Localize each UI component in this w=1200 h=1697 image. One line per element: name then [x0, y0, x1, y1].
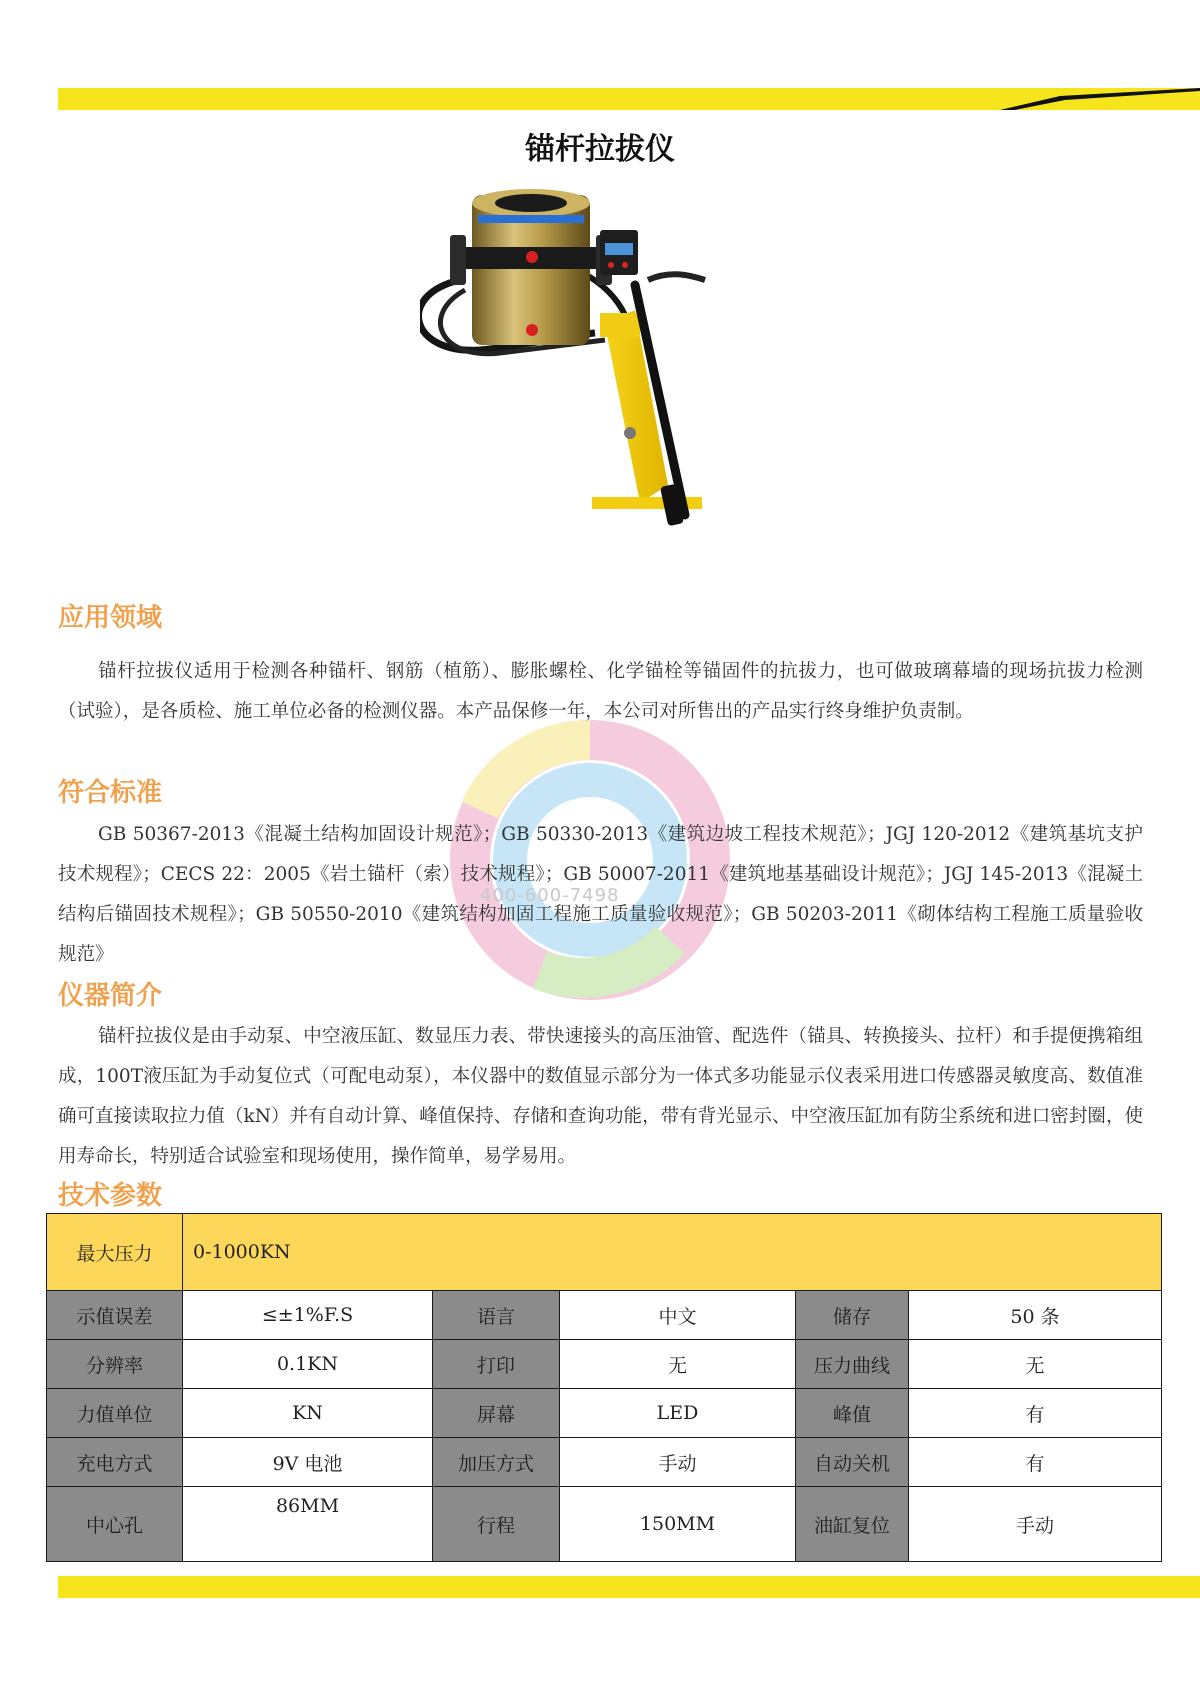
param-value: 有 [909, 1438, 1162, 1487]
param-value: 0.1KN [183, 1340, 433, 1389]
section-heading-application: 应用领域 [58, 603, 163, 633]
param-label: 充电方式 [47, 1438, 183, 1487]
table-row [47, 1214, 1162, 1291]
standards-text: GB 50367-2013《混凝土结构加固设计规范》；GB 50330-2013《建筑边坡工程技术规范》；JGJ 120-2012《建筑基坑支护技术规程》；CECS 22：2005《岩土锚杆（索）技术规程》；GB 50007-2011《建筑地基基础设计规范》；JGJ 145-2013《混凝土结构后锚固技术规程》；GB 50550-2010《建筑结构加固工程施工质量验收规范》；GB 50203-2011《砌体结构工程施工质量验收规范》 [58, 824, 1143, 965]
param-label: 自动关机 [796, 1438, 909, 1487]
param-value: LED [560, 1389, 796, 1438]
param-label: 示值误差 [47, 1291, 183, 1340]
param-label: 打印 [433, 1340, 560, 1389]
section-heading-standards: 符合标准 [58, 778, 163, 808]
param-label: 分辨率 [47, 1340, 183, 1389]
param-label: 储存 [796, 1291, 909, 1340]
spec-table [46, 1213, 1162, 1562]
watermark-phone: 400-600-7498 [480, 885, 620, 906]
param-label: 峰值 [796, 1389, 909, 1438]
product-image [420, 185, 790, 575]
table-row [47, 1487, 1162, 1562]
intro-text: 锚杆拉拔仪是由手动泵、中空液压缸、数显压力表、带快速接头的高压油管、配选件（锚具、转换接头、拉杆）和手提便携箱组成，100T液压缸为手动复位式（可配电动泵），本仪器中的数值显示部分为一体式多功能显示仪表采用进口传感器灵敏度高、数值准确可直接读取拉力值（kN）并有自动计算、峰值保持、存储和查询功能，带有背光显示、中空液压缸加有防尘系统和进口密封圈，使用寿命长，特别适合试验室和现场使用，操作简单，易学易用。 [58, 1026, 1143, 1167]
param-value: 9V 电池 [183, 1438, 433, 1487]
param-label: 语言 [433, 1291, 560, 1340]
param-value: 86MM [183, 1487, 433, 1562]
param-label: 压力曲线 [796, 1340, 909, 1389]
param-label: 中心孔 [47, 1487, 183, 1562]
top-bar-accent-stroke [990, 88, 1200, 110]
page-title: 锚杆拉拔仪 [525, 132, 675, 167]
param-label: 屏幕 [433, 1389, 560, 1438]
param-value: 无 [909, 1340, 1162, 1389]
table-row [47, 1340, 1162, 1389]
param-value: ≤±1%F.S [183, 1291, 433, 1340]
param-value: 150MM [560, 1487, 796, 1562]
application-text: 锚杆拉拔仪适用于检测各种锚杆、钢筋（植筋）、膨胀螺栓、化学锚栓等锚固件的抗拔力，也可做玻璃幕墙的现场抗拔力检测（试验），是各质检、施工单位必备的检测仪器。本产品保修一年，本公司对所售出的产品实行终身维护负责制。 [58, 661, 1143, 722]
param-label: 力值单位 [47, 1389, 183, 1438]
section-heading-params: 技术参数 [58, 1181, 163, 1211]
table-row [47, 1438, 1162, 1487]
param-value: KN [183, 1389, 433, 1438]
table-row [47, 1389, 1162, 1438]
param-label: 油缸复位 [796, 1487, 909, 1562]
bottom-yellow-bar [58, 1576, 1200, 1598]
param-value: 中文 [560, 1291, 796, 1340]
param-label: 行程 [433, 1487, 560, 1562]
table-row [47, 1291, 1162, 1340]
param-value: 无 [560, 1340, 796, 1389]
section-heading-intro: 仪器简介 [58, 981, 163, 1011]
param-value: 手动 [560, 1438, 796, 1487]
param-value: 50 条 [909, 1291, 1162, 1340]
param-value: 有 [909, 1389, 1162, 1438]
max-pressure-label: 最大压力 [47, 1214, 183, 1291]
param-value: 手动 [909, 1487, 1162, 1562]
max-pressure-value: 0-1000KN [183, 1214, 1162, 1291]
param-label: 加压方式 [433, 1438, 560, 1487]
